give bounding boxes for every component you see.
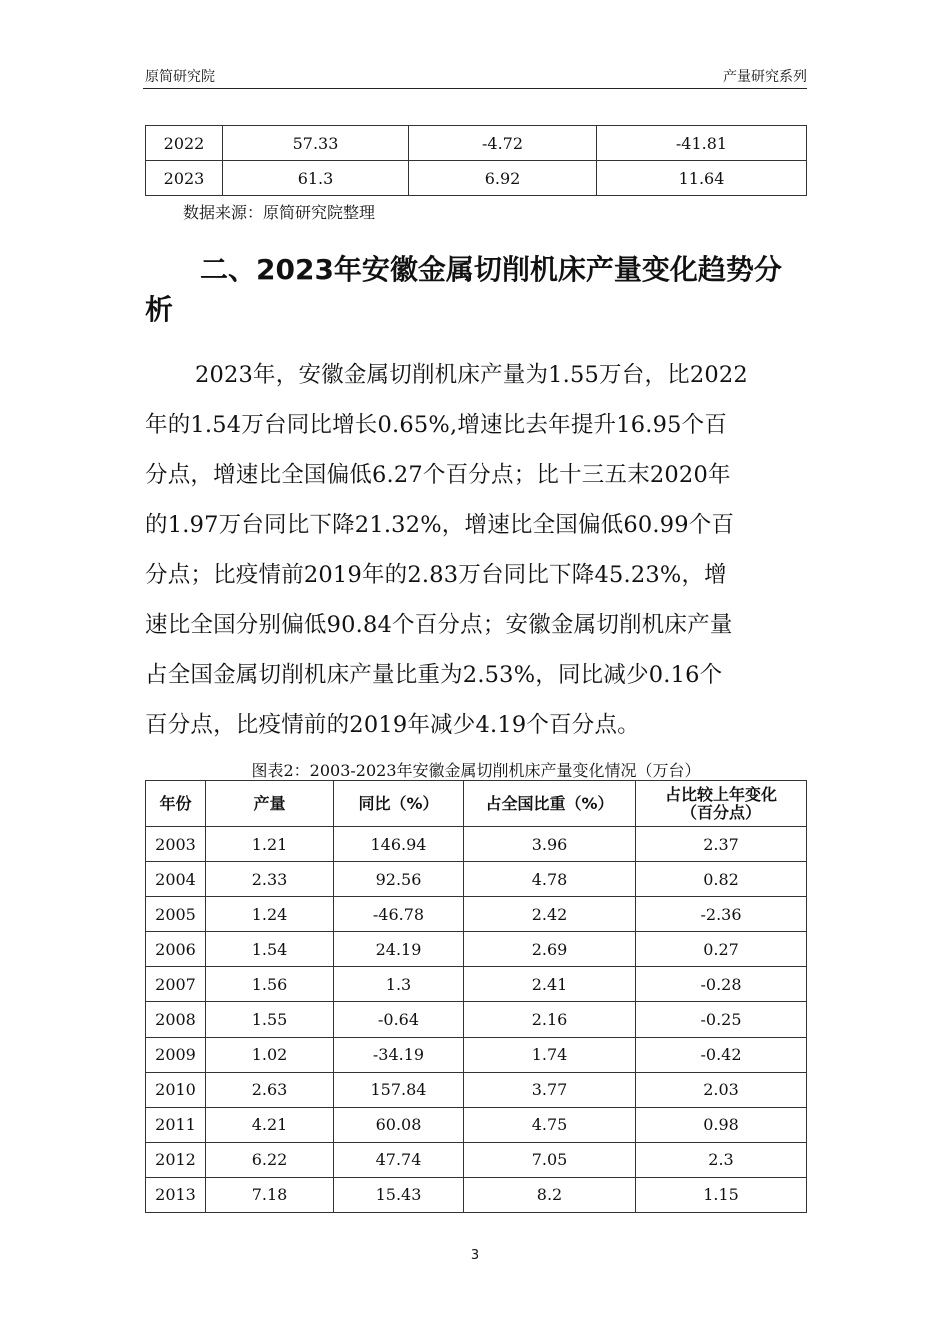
table-cell: 0.82 [636, 862, 807, 897]
table-cell: -4.72 [409, 126, 597, 161]
table-cell: -0.42 [636, 1037, 807, 1072]
table-cell: 1.15 [636, 1177, 807, 1212]
table-cell: 1.3 [334, 967, 464, 1002]
table-cell: 146.94 [334, 827, 464, 862]
table-cell: 2.69 [464, 932, 636, 967]
data-source-note: 数据来源：原简研究院整理 [183, 203, 376, 222]
page-number: 3 [470, 1248, 480, 1263]
table-cell: 1.55 [206, 1002, 334, 1037]
table-row [146, 1072, 807, 1107]
table-cell: 2.3 [636, 1142, 807, 1177]
header-divider [143, 88, 807, 89]
production-table [145, 780, 807, 1213]
table-cell: 1.02 [206, 1037, 334, 1072]
table-cell: 4.78 [464, 862, 636, 897]
table-cell: 47.74 [334, 1142, 464, 1177]
table-cell: 3.77 [464, 1072, 636, 1107]
paragraph-line: 占全国金属切削机床产量比重为2.53%，同比减少0.16个 [145, 662, 723, 688]
table-cell: 1.24 [206, 897, 334, 932]
table-row [146, 1002, 807, 1037]
table-row [146, 897, 807, 932]
table-cell: 61.3 [223, 161, 409, 196]
table-cell: 57.33 [223, 126, 409, 161]
paragraph-line: 年的1.54万台同比增长0.65%,增速比去年提升16.95个百 [145, 412, 728, 438]
table-row [146, 161, 807, 196]
table-cell: 2.33 [206, 862, 334, 897]
table-cell: 24.19 [334, 932, 464, 967]
table-cell: -0.64 [334, 1002, 464, 1037]
table-cell: 0.98 [636, 1107, 807, 1142]
table-cell: 6.22 [206, 1142, 334, 1177]
table-cell: 2010 [146, 1072, 206, 1107]
table-cell: 2008 [146, 1002, 206, 1037]
table-cell: 1.74 [464, 1037, 636, 1072]
table-cell: 1.54 [206, 932, 334, 967]
table-row [146, 1177, 807, 1212]
table-cell: 2006 [146, 932, 206, 967]
table-cell: 15.43 [334, 1177, 464, 1212]
table-cell: 11.64 [597, 161, 807, 196]
paragraph-line: 分点，增速比全国偏低6.27个百分点；比十三五末2020年 [145, 462, 731, 488]
table-cell: -0.28 [636, 967, 807, 1002]
col-share-change [636, 781, 807, 827]
table-row [146, 126, 807, 161]
table-row [146, 967, 807, 1002]
header-left: 原简研究院 [145, 69, 215, 85]
col-yoy: 同比（%） [334, 781, 464, 827]
table-cell: 3.96 [464, 827, 636, 862]
col-output: 产量 [206, 781, 334, 827]
col-national-share: 占全国比重（%） [464, 781, 636, 827]
table-cell: -46.78 [334, 897, 464, 932]
table-cell: 2.37 [636, 827, 807, 862]
col-share-change-line1: 占比较上年变化 [664, 784, 777, 804]
table-cell: 2023 [146, 161, 223, 196]
table-cell: 7.05 [464, 1142, 636, 1177]
col-year: 年份 [146, 781, 206, 827]
paragraph-line: 分点；比疫情前2019年的2.83万台同比下降45.23%，增 [145, 562, 727, 588]
paragraph-line: 2023年，安徽金属切削机床产量为1.55万台，比2022 [195, 362, 748, 388]
table-cell: 0.27 [636, 932, 807, 967]
table-cell: 2004 [146, 862, 206, 897]
table-cell: 2.16 [464, 1002, 636, 1037]
paragraph-line: 速比全国分别偏低90.84个百分点；安徽金属切削机床产量 [145, 612, 733, 638]
table-continued [145, 125, 807, 196]
paragraph-line: 的1.97万台同比下降21.32%，增速比全国偏低60.99个百 [145, 512, 735, 538]
table-cell: 157.84 [334, 1072, 464, 1107]
table-cell: 1.21 [206, 827, 334, 862]
table-row [146, 827, 807, 862]
table-caption: 图表2：2003-2023年安徽金属切削机床产量变化情况（万台） [251, 761, 701, 780]
table-cell: 1.56 [206, 967, 334, 1002]
table-cell: 2007 [146, 967, 206, 1002]
table-cell: 2.63 [206, 1072, 334, 1107]
table-cell: 2.41 [464, 967, 636, 1002]
table-row [146, 1107, 807, 1142]
table-cell: 2013 [146, 1177, 206, 1212]
table-cell: 2012 [146, 1142, 206, 1177]
header-right: 产量研究系列 [723, 69, 807, 85]
table-cell: 2022 [146, 126, 223, 161]
table-cell: 2003 [146, 827, 206, 862]
table-cell: 7.18 [206, 1177, 334, 1212]
table-cell: 2.03 [636, 1072, 807, 1107]
table-cell: 2005 [146, 897, 206, 932]
table-cell: 2.42 [464, 897, 636, 932]
table-cell: 4.21 [206, 1107, 334, 1142]
table-cell: 2009 [146, 1037, 206, 1072]
table-row [146, 1037, 807, 1072]
table-cell: 60.08 [334, 1107, 464, 1142]
col-share-change-line2: （百分点） [680, 802, 761, 822]
table-cell: 6.92 [409, 161, 597, 196]
table-cell: -2.36 [636, 897, 807, 932]
table-cell: -41.81 [597, 126, 807, 161]
table-cell: 2011 [146, 1107, 206, 1142]
paragraph-line: 百分点，比疫情前的2019年减少4.19个百分点。 [145, 712, 640, 738]
table-cell: -0.25 [636, 1002, 807, 1037]
table-row [146, 1142, 807, 1177]
section-heading-cont: 析 [145, 293, 174, 326]
table-row [146, 862, 807, 897]
table-row [146, 932, 807, 967]
table-cell: 4.75 [464, 1107, 636, 1142]
section-heading: 二、2023年安徽金属切削机床产量变化趋势分 [200, 253, 782, 286]
table-cell: -34.19 [334, 1037, 464, 1072]
table-cell: 92.56 [334, 862, 464, 897]
table-cell: 8.2 [464, 1177, 636, 1212]
